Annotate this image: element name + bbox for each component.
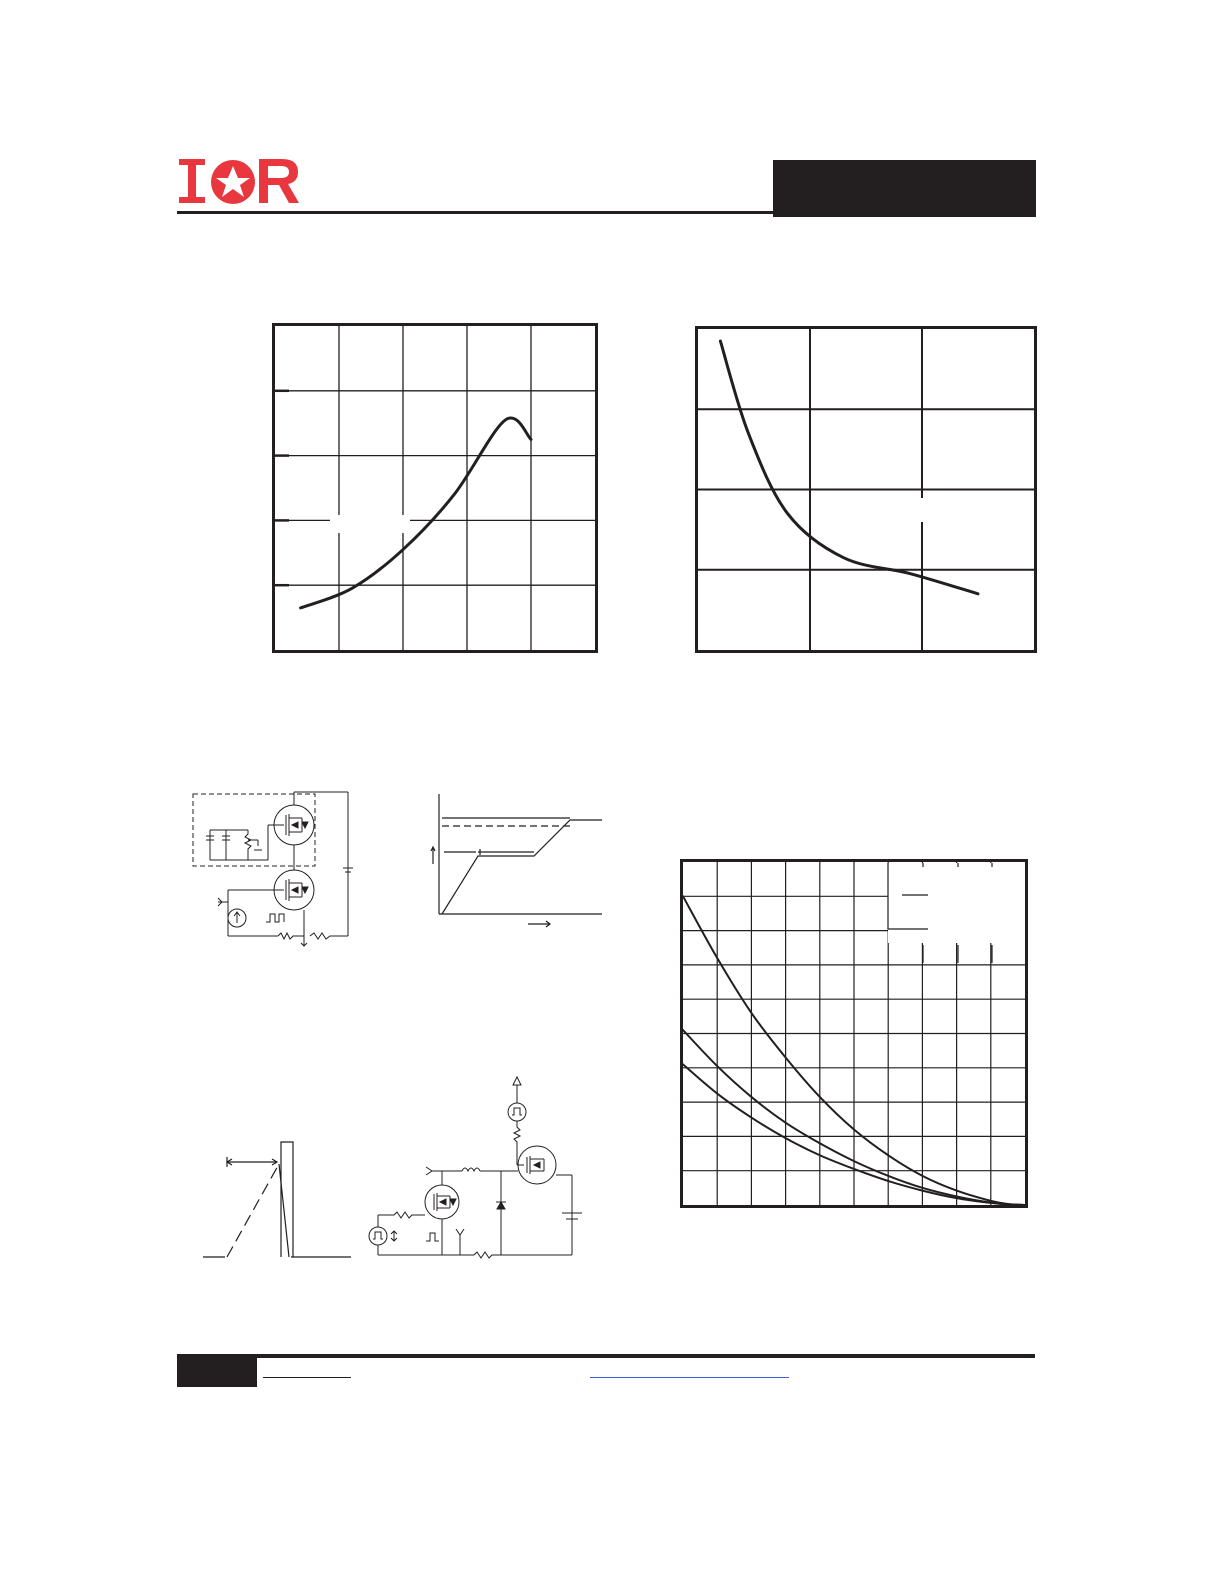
chart-2	[695, 326, 1037, 653]
unclamped-inductive-test-circuit	[364, 1075, 584, 1265]
pulse-generator-bottom	[369, 1227, 387, 1245]
footer-rule	[177, 1354, 1035, 1358]
chart-3	[680, 859, 1028, 1208]
gate-charge-waveform	[430, 792, 606, 926]
chart-2-label-mask	[917, 498, 925, 522]
chart-1	[272, 323, 598, 653]
chart-2-series	[720, 341, 978, 594]
unclamped-inductive-waveform	[203, 1140, 353, 1262]
ior-logo	[177, 157, 302, 207]
website-link-underline[interactable]	[590, 1377, 789, 1378]
chart-1-label-mask	[330, 515, 410, 533]
series-line-1	[301, 418, 531, 608]
chart-2-grid	[698, 329, 1034, 650]
chart-1-y-ticks	[275, 391, 289, 585]
page-number-box	[177, 1357, 257, 1387]
supply-terminal	[513, 1077, 521, 1085]
logo-star-circle	[211, 160, 255, 204]
series-line-1	[720, 341, 978, 594]
logo-letter-i	[179, 159, 205, 203]
gate-charge-test-circuit	[188, 788, 358, 948]
pulse-generator-top	[508, 1103, 526, 1121]
footer-underline	[263, 1377, 351, 1378]
chart-1-series	[301, 418, 531, 608]
part-number-box	[773, 160, 1036, 217]
header-rule	[177, 211, 774, 214]
logo-letter-r	[259, 159, 299, 203]
